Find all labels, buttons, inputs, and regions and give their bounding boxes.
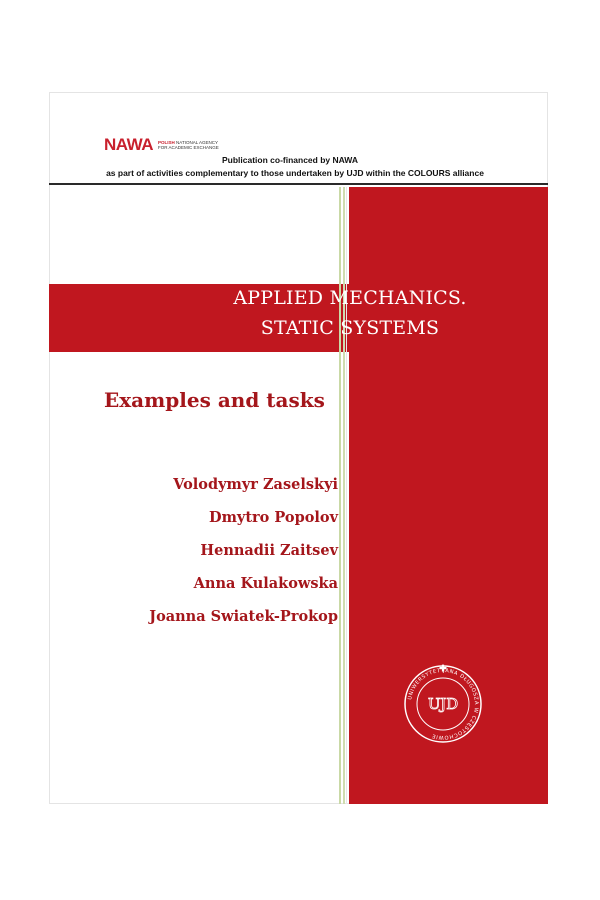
- book-title-line-1: APPLIED MECHANICS.: [233, 287, 467, 309]
- author-name: Anna Kulakowska: [193, 575, 338, 592]
- book-subtitle: Examples and tasks: [104, 388, 325, 412]
- header-divider: [49, 183, 548, 185]
- book-title-line-2: STATIC SYSTEMS: [260, 317, 440, 339]
- green-stripe-2: [343, 187, 345, 804]
- seal-text: UNIWERSYTET JANA DŁUGOSZA W CZĘSTOCHOWIE: [407, 667, 480, 741]
- author-list: [149, 475, 338, 640]
- nawa-logo-text: NAWA: [104, 135, 153, 154]
- light-stripe: [346, 187, 347, 804]
- author-name: Volodymyr Zaselskyi: [173, 476, 338, 493]
- nawa-logo-caption-1: POLISH: [158, 140, 175, 145]
- nawa-logo-caption-2: NATIONAL AGENCY: [176, 140, 219, 145]
- nawa-logo: [104, 136, 219, 154]
- nawa-logo-caption: [158, 140, 219, 150]
- publication-line-2: as part of activities complementary to those undertaken by UJD within the COLOURS alliance: [106, 168, 484, 178]
- author-name: Hennadii Zaitsev: [200, 542, 338, 559]
- publication-line-1: Publication co-financed by NAWA: [221, 155, 358, 165]
- seal-monogram: UJD: [427, 695, 459, 713]
- university-seal-icon: [403, 664, 483, 744]
- author-name: Joanna Swiatek-Prokop: [149, 608, 338, 625]
- nawa-logo-caption-3: FOR ACADEMIC EXCHANGE: [158, 145, 219, 150]
- green-stripe: [339, 187, 341, 804]
- author-name: Dmytro Popolov: [209, 509, 338, 526]
